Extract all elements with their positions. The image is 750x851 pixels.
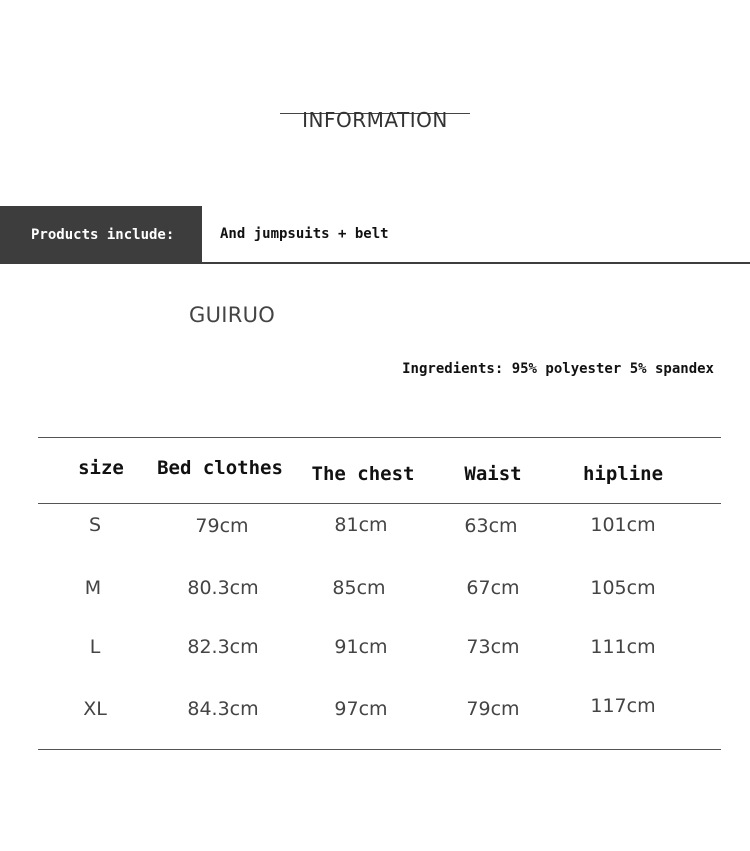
table-top-rule	[38, 437, 721, 438]
cell-chest: 97cm	[334, 698, 388, 720]
header-chest: The chest	[311, 463, 415, 485]
brand-name: GUIRUO	[189, 303, 276, 327]
cell-size: M	[84, 577, 102, 599]
products-band	[0, 206, 750, 263]
cell-waist: 73cm	[466, 636, 520, 658]
section-heading	[280, 104, 470, 134]
section-heading-text: INFORMATION	[302, 108, 448, 132]
cell-bed-clothes: 84.3cm	[187, 698, 259, 720]
products-label: Products include:	[31, 227, 175, 243]
cell-hipline: 105cm	[590, 577, 656, 599]
cell-chest: 91cm	[334, 636, 388, 658]
products-value: And jumpsuits + belt	[220, 226, 389, 242]
cell-hipline: 117cm	[590, 695, 656, 717]
ingredients-text: Ingredients: 95% polyester 5% spandex	[402, 361, 714, 377]
cell-size: S	[88, 514, 102, 536]
cell-bed-clothes: 82.3cm	[187, 636, 259, 658]
products-label-box	[0, 206, 202, 263]
table-header-rule	[38, 503, 721, 504]
header-hipline: hipline	[582, 463, 664, 485]
cell-size: L	[89, 636, 101, 658]
cell-waist: 67cm	[466, 577, 520, 599]
cell-bed-clothes: 80.3cm	[187, 577, 259, 599]
cell-chest: 81cm	[334, 514, 388, 536]
cell-waist: 79cm	[466, 698, 520, 720]
header-waist: Waist	[464, 463, 522, 485]
cell-waist: 63cm	[464, 515, 518, 537]
cell-hipline: 101cm	[590, 514, 656, 536]
cell-hipline: 111cm	[590, 636, 656, 658]
cell-chest: 85cm	[332, 577, 386, 599]
header-bed-clothes: Bed clothes	[157, 457, 283, 479]
products-band-rule	[0, 262, 750, 264]
header-size: size	[78, 457, 124, 479]
table-bottom-rule	[38, 749, 721, 750]
cell-bed-clothes: 79cm	[195, 515, 249, 537]
cell-size: XL	[83, 698, 107, 720]
